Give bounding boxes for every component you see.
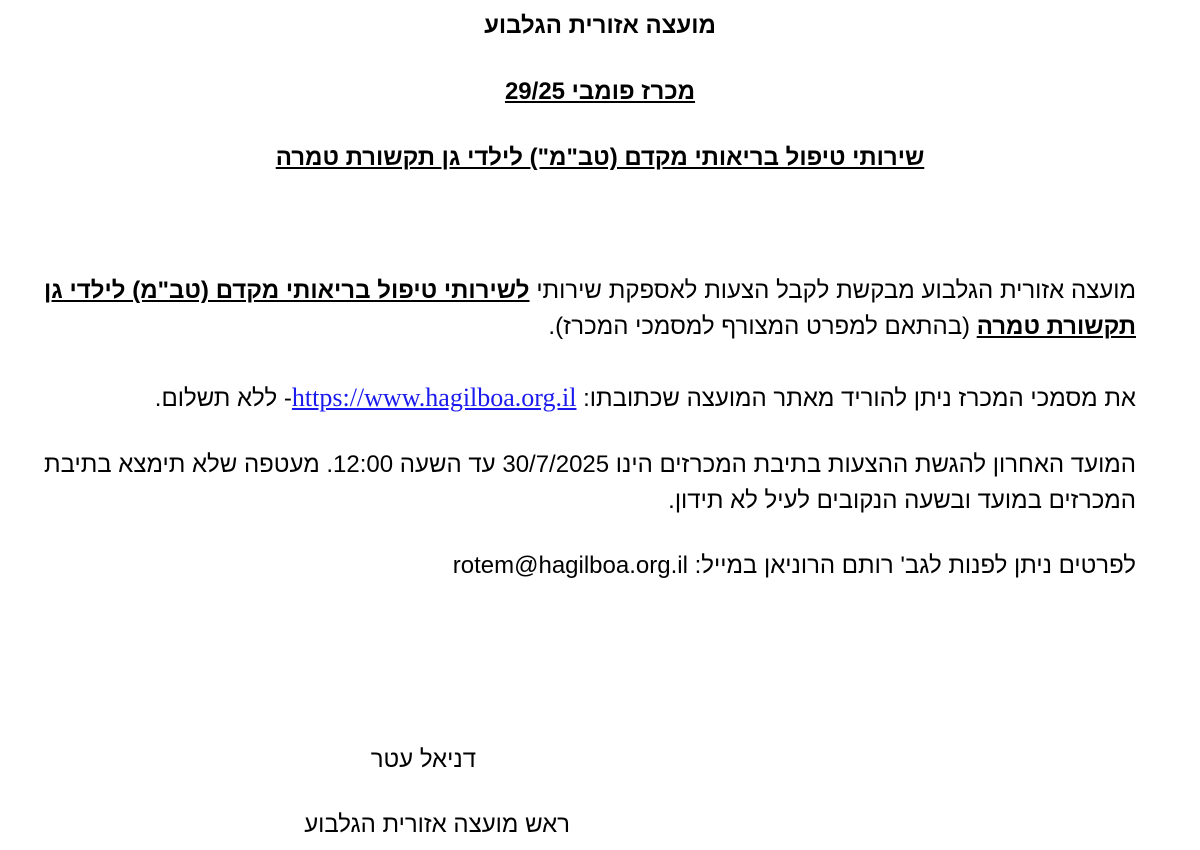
- contact-paragraph: [44, 548, 1136, 584]
- tender-subject-heading: שירותי טיפול בריאותי מקדם (טב"מ") לילדי גן תקשורת טמרה: [275, 144, 925, 171]
- tender-number-heading: מכרז פומבי 29/25: [504, 78, 696, 105]
- signatory-name: דניאל עטר: [370, 746, 476, 773]
- intro-tail: (בהתאם למפרט המצורף למסמכי המכרז).: [548, 313, 977, 340]
- organization-title: מועצה אזורית הגלבוע: [484, 12, 716, 39]
- intro-paragraph: [44, 273, 1136, 345]
- deadline-paragraph: המועד האחרון להגשת ההצעות בתיבת המכרזים הינו 30/7/2025 עד השעה 12:00. מעטפה שלא תימצא בתיבת המכרזים במועד ובשעה הנקובים לעיל לא תידון.: [44, 451, 1137, 514]
- signatory-role: ראש מועצה אזורית הגלבוע: [304, 811, 570, 838]
- website-link[interactable]: https://www.hagilboa.org.il: [291, 383, 577, 412]
- service-name: לשירותי טיפול בריאותי מקדם (טב"מ) לילדי גן תקשורת טמרה: [44, 277, 1136, 340]
- documents-paragraph: [44, 380, 1136, 417]
- intro-text: מועצה אזורית הגלבוע מבקשת לקבל הצעות לאספקת שירותי: [529, 277, 1136, 304]
- contact-email: rotem@hagilboa.org.il: [452, 552, 688, 579]
- contact-text: לפרטים ניתן לפנות לגב' רותם הרוניאן במייל:: [687, 552, 1136, 579]
- documents-tail: - ללא תשלום.: [154, 385, 292, 412]
- documents-text: את מסמכי המכרז ניתן להוריד מאתר המועצה שכתובתו:: [576, 385, 1136, 412]
